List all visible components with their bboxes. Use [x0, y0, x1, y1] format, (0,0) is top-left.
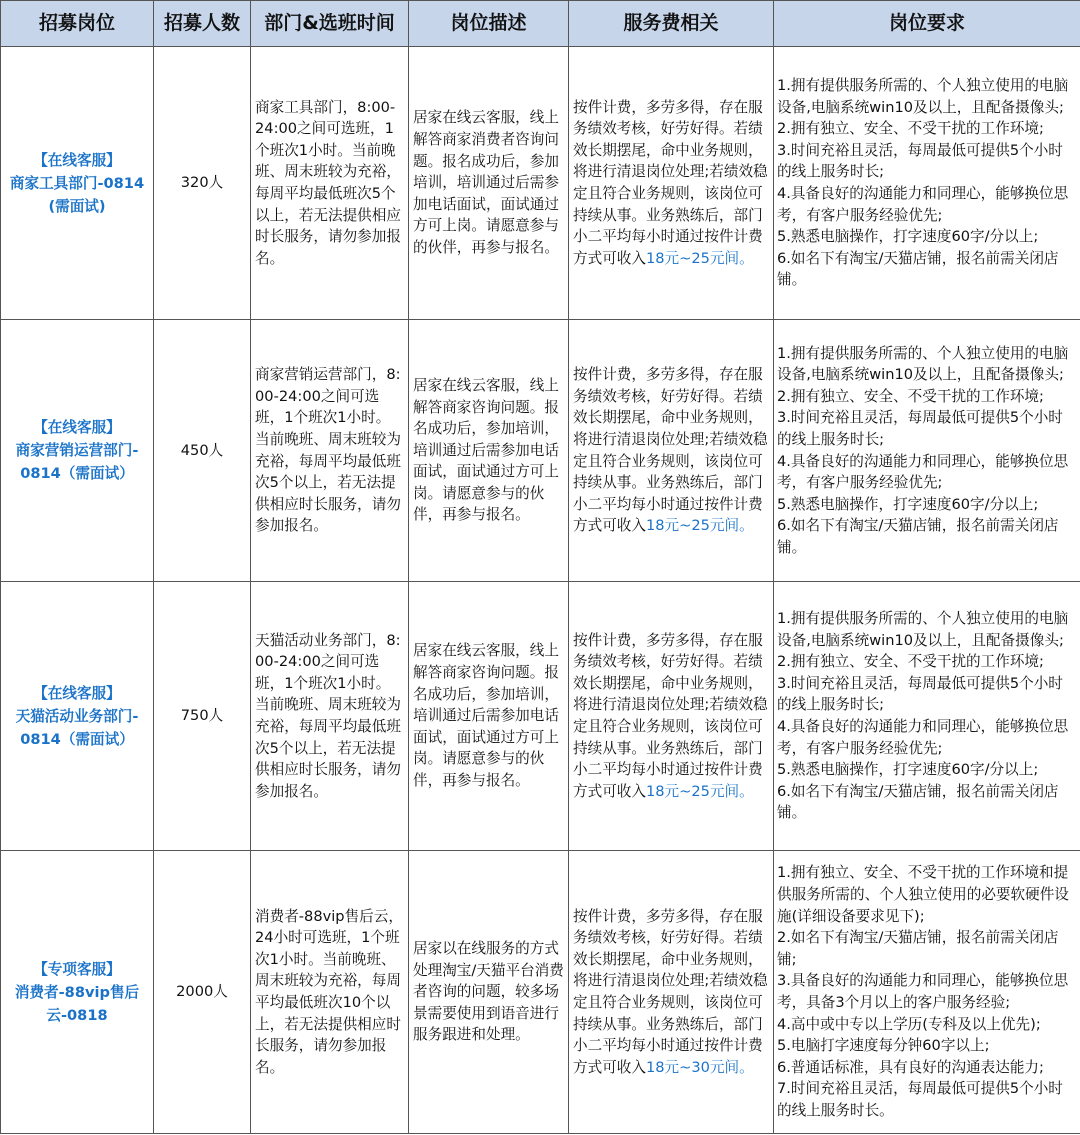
position-dept-line: 0814（需面试）: [20, 730, 134, 748]
requirement-item: 2.拥有独立、安全、不受干扰的工作环境;: [777, 653, 1044, 671]
requirement-item: 4.具备良好的沟通能力和同理心，能够换位思考，有客户服务经验优先;: [777, 452, 1069, 492]
requirement-item: 5.熟悉电脑操作，打字速度60字/分以上;: [777, 495, 1039, 513]
position-cell: [1, 320, 154, 582]
position-tag: 【在线客服】: [33, 684, 121, 702]
requirement-item: 2.拥有独立、安全、不受干扰的工作环境;: [777, 120, 1044, 138]
requirements-cell: [774, 582, 1080, 851]
requirement-item: 3.时间充裕且灵活，每周最低可提供5个小时的线上服务时长;: [777, 409, 1063, 448]
table-row: [1, 320, 1080, 582]
fee-range: 18元~25元间。: [645, 517, 754, 535]
position-tag: 【在线客服】: [33, 151, 121, 169]
requirement-item: 6.如名下有淘宝/天猫店铺，报名前需关闭店铺。: [777, 517, 1059, 556]
requirement-item: 6.如名下有淘宝/天猫店铺，报名前需关闭店铺。: [777, 782, 1059, 822]
requirement-item: 1.拥有提供服务所需的、个人独立使用的电脑设备,电脑系统win10及以上，且配备摄像头;: [777, 344, 1069, 384]
fee-cell: [569, 582, 774, 851]
position-dept-line: (需面试): [48, 197, 106, 215]
fee-text: 按件计费，多劳多得，存在服务绩效考核，好劳好得。若绩效长期摆尾，命中业务规则，将进行清退岗位处理;若绩效稳定且符合业务规则，该岗位可持续从事。业务熟练后，部门小二平均每小时通过按件计费方式可收入: [573, 366, 768, 535]
requirement-item: 1.拥有提供服务所需的、个人独立使用的电脑设备,电脑系统win10及以上，且配备摄像头;: [777, 77, 1069, 116]
requirement-item: 1.拥有独立、安全、不受干扰的工作环境和提供服务所需的、个人独立使用的必要软硬件设施(详细设备要求见下);: [777, 864, 1069, 925]
header-description: 岗位描述: [409, 1, 569, 47]
requirement-item: 2.拥有独立、安全、不受干扰的工作环境;: [777, 387, 1044, 405]
schedule-cell: 消费者-88vip售后云，24小时可选班，1个班次1小时。当前晚班、周末班较为充裕，每周平均最低班次10个以上，若无法提供相应时长服务，请勿参加报名。: [251, 851, 409, 1134]
schedule-cell: 天猫活动业务部门，8:00-24:00之间可选班，1个班次1小时。当前晚班、周末班较为充裕，每周平均最低班次5个以上，若无法提供相应时长服务，请勿参加报名。: [251, 582, 409, 851]
requirement-item: 4.具备良好的沟通能力和同理心，能够换位思考，有客户服务经验优先;: [777, 185, 1069, 224]
header-requirements: 岗位要求: [774, 1, 1080, 47]
count-cell: 750人: [154, 582, 251, 851]
fee-cell: [569, 320, 774, 582]
requirement-item: 7.时间充裕且灵活，每周最低可提供5个小时的线上服务时长。: [777, 1080, 1063, 1119]
header-dept-schedule: 部门&选班时间: [251, 1, 409, 47]
position-dept-line: 商家营销运营部门-: [15, 442, 139, 459]
fee-range: 18元~25元间。: [645, 782, 754, 800]
position-cell: [1, 851, 154, 1134]
position-tag: 【在线客服】: [33, 419, 121, 436]
requirement-item: 3.时间充裕且灵活，每周最低可提供5个小时的线上服务时长;: [777, 674, 1063, 714]
header-position: 招募岗位: [1, 1, 154, 47]
requirement-item: 2.如名下有淘宝/天猫店铺，报名前需关闭店铺;: [777, 929, 1059, 968]
requirements-cell: [774, 320, 1080, 582]
requirements-cell: [774, 47, 1080, 320]
requirement-item: 5.熟悉电脑操作，打字速度60字/分以上;: [777, 228, 1039, 246]
requirement-item: 1.拥有提供服务所需的、个人独立使用的电脑设备,电脑系统win10及以上，且配备摄像头;: [777, 610, 1069, 649]
table-row: [1, 47, 1080, 320]
header-count: 招募人数: [154, 1, 251, 47]
count-cell: 450人: [154, 320, 251, 582]
requirement-item: 4.具备良好的沟通能力和同理心，能够换位思考，有客户服务经验优先;: [777, 718, 1069, 757]
requirement-item: 3.时间充裕且灵活，每周最低可提供5个小时的线上服务时长;: [777, 141, 1063, 181]
schedule-cell: 商家工具部门，8:00-24:00之间可选班，1个班次1小时。当前晚班、周末班较为充裕，每周平均最低班次5个以上，若无法提供相应时长服务，请勿参加报名。: [251, 47, 409, 320]
table-row: [1, 851, 1080, 1134]
description-cell: 居家在线云客服，线上解答商家咨询问题。报名成功后，参加培训，培训通过后需参加电话面试，面试通过方可上岗。请愿意参与的伙伴，再参与报名。: [409, 582, 569, 851]
position-dept-line: 天猫活动业务部门-: [15, 707, 139, 725]
description-cell: 居家在线云客服，线上解答商家消费者咨询问题。报名成功后，参加培训，培训通过后需参加电话面试，面试通过方可上岗。请愿意参与的伙伴，再参与报名。: [409, 47, 569, 320]
position-tag: 【专项客服】: [33, 960, 121, 978]
requirement-item: 3.具备良好的沟通能力和同理心，能够换位思考，具备3个月以上的客户服务经验;: [777, 972, 1069, 1011]
count-cell: 2000人: [154, 851, 251, 1134]
position-cell: [1, 47, 154, 320]
requirements-cell: [774, 851, 1080, 1134]
position-dept-line: 商家工具部门-0814: [9, 174, 145, 192]
fee-range: 18元~30元间。: [645, 1058, 754, 1076]
fee-cell: [569, 47, 774, 320]
requirement-item: 6.普通话标准，具有良好的沟通表达能力;: [777, 1058, 1044, 1076]
fee-range: 18元~25元间。: [645, 249, 754, 267]
requirement-item: 5.熟悉电脑操作，打字速度60字/分以上;: [777, 761, 1039, 779]
fee-cell: [569, 851, 774, 1134]
requirement-item: 5.电脑打字速度每分钟60字以上;: [777, 1037, 990, 1055]
count-cell: 320人: [154, 47, 251, 320]
fee-text: 按件计费，多劳多得，存在服务绩效考核，好劳好得。若绩效长期摆尾，命中业务规则，将进行清退岗位处理;若绩效稳定且符合业务规则，该岗位可持续从事。业务熟练后，部门小二平均每小时通过按件计费方式可收入: [573, 631, 768, 800]
position-cell: [1, 582, 154, 851]
requirement-item: 4.高中或中专以上学历(专科及以上优先);: [777, 1015, 1041, 1033]
position-dept-line: 0814（需面试）: [20, 465, 134, 482]
fee-text: 按件计费，多劳多得，存在服务绩效考核，好劳好得。若绩效长期摆尾，命中业务规则，将进行清退岗位处理;若绩效稳定且符合业务规则，该岗位可持续从事。业务熟练后，部门小二平均每小时通过按件计费方式可收入: [573, 98, 768, 267]
description-cell: 居家在线云客服，线上解答商家咨询问题。报名成功后，参加培训，培训通过后需参加电话面试，面试通过方可上岗。请愿意参与的伙伴，再参与报名。: [409, 320, 569, 582]
position-dept-line: 云-0818: [46, 1006, 108, 1024]
position-dept-line: 消费者-88vip售后: [14, 983, 140, 1001]
description-cell: 居家以在线服务的方式处理淘宝/天猫平台消费者咨询的问题，较多场景需要使用到语音进行服务跟进和处理。: [409, 851, 569, 1134]
header-row: [1, 1, 1080, 47]
table-row: [1, 582, 1080, 851]
requirement-item: 6.如名下有淘宝/天猫店铺，报名前需关闭店铺。: [777, 249, 1059, 289]
fee-text: 按件计费，多劳多得，存在服务绩效考核，好劳好得。若绩效长期摆尾，命中业务规则，将进行清退岗位处理;若绩效稳定且符合业务规则，该岗位可持续从事。业务熟练后，部门小二平均每小时通过按件计费方式可收入: [573, 907, 768, 1076]
header-fee: 服务费相关: [569, 1, 774, 47]
schedule-cell: 商家营销运营部门，8:00-24:00之间可选班，1个班次1小时。当前晚班、周末班较为充裕，每周平均最低班次5个以上，若无法提供相应时长服务，请勿参加报名。: [251, 320, 409, 582]
